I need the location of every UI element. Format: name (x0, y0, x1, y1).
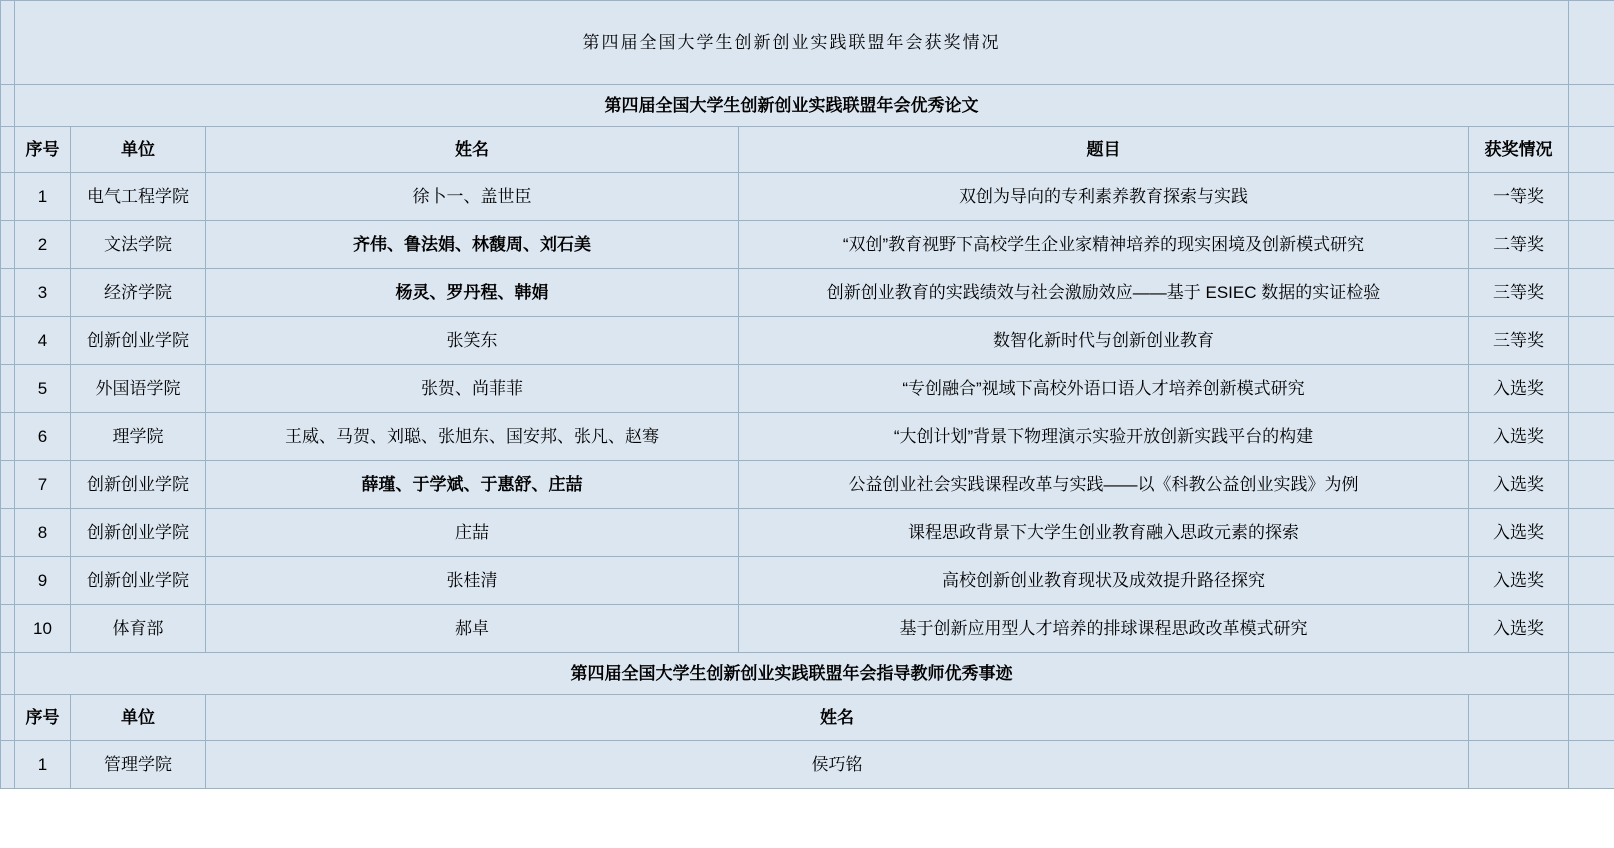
cell-title[interactable]: 公益创业社会实践课程改革与实践——以《科教公益创业实践》为例 (739, 461, 1469, 509)
cell-no[interactable]: 9 (15, 557, 71, 605)
cell-names[interactable]: 庄喆 (206, 509, 739, 557)
table-row (1, 365, 1614, 413)
gutter-cell (1, 461, 15, 509)
cell-no[interactable]: 6 (15, 413, 71, 461)
cell-names[interactable]: 张贺、尚菲菲 (206, 365, 739, 413)
gutter-cell (1569, 605, 1614, 653)
cell-names[interactable]: 张笑东 (206, 317, 739, 365)
cell-title[interactable]: 基于创新应用型人才培养的排球课程思政改革模式研究 (739, 605, 1469, 653)
gutter-cell (1, 413, 15, 461)
column-header-unit: 单位 (71, 695, 206, 741)
cell-unit[interactable]: 创新创业学院 (71, 461, 206, 509)
gutter-cell (1, 695, 15, 741)
cell-unit[interactable]: 创新创业学院 (71, 557, 206, 605)
gutter-cell (1, 85, 15, 127)
table-header-row (1, 695, 1614, 741)
cell-title[interactable]: 课程思政背景下大学生创业教育融入思政元素的探索 (739, 509, 1469, 557)
cell-award[interactable]: 入选奖 (1469, 365, 1569, 413)
cell-names[interactable]: 张桂清 (206, 557, 739, 605)
cell-unit[interactable]: 创新创业学院 (71, 509, 206, 557)
gutter-cell (1569, 695, 1614, 741)
cell-names[interactable]: 杨灵、罗丹程、韩娟 (206, 269, 739, 317)
cell-award[interactable]: 入选奖 (1469, 413, 1569, 461)
cell-award[interactable]: 三等奖 (1469, 317, 1569, 365)
cell-names[interactable]: 薛瑾、于学斌、于惠舒、庄喆 (206, 461, 739, 509)
empty-cell[interactable] (1469, 741, 1569, 789)
cell-no[interactable]: 10 (15, 605, 71, 653)
cell-no[interactable]: 5 (15, 365, 71, 413)
gutter-cell (1569, 413, 1614, 461)
empty-cell[interactable] (1469, 695, 1569, 741)
cell-no[interactable]: 1 (15, 741, 71, 789)
cell-title[interactable]: “专创融合”视域下高校外语口语人才培养创新模式研究 (739, 365, 1469, 413)
gutter-cell (1569, 221, 1614, 269)
gutter-cell (1, 653, 15, 695)
cell-title[interactable]: 高校创新创业教育现状及成效提升路径探究 (739, 557, 1469, 605)
gutter-cell (1569, 269, 1614, 317)
cell-award[interactable]: 入选奖 (1469, 509, 1569, 557)
gutter-cell (1, 221, 15, 269)
table-row (1, 317, 1614, 365)
section-banner-teachers: 第四届全国大学生创新创业实践联盟年会指导教师优秀事迹 (15, 653, 1569, 695)
cell-names[interactable]: 齐伟、鲁法娟、林馥周、刘石美 (206, 221, 739, 269)
cell-unit[interactable]: 创新创业学院 (71, 317, 206, 365)
column-header-names: 姓名 (206, 695, 1469, 741)
cell-unit[interactable]: 经济学院 (71, 269, 206, 317)
column-header-no: 序号 (15, 695, 71, 741)
gutter-cell (1, 1, 15, 85)
cell-names[interactable]: 王威、马贺、刘聪、张旭东、国安邦、张凡、赵骞 (206, 413, 739, 461)
table-row (1, 269, 1614, 317)
table-row (1, 413, 1614, 461)
gutter-cell (1569, 509, 1614, 557)
gutter-cell (1, 509, 15, 557)
cell-unit[interactable]: 外国语学院 (71, 365, 206, 413)
table-row (1, 557, 1614, 605)
cell-no[interactable]: 7 (15, 461, 71, 509)
cell-no[interactable]: 2 (15, 221, 71, 269)
gutter-cell (1, 557, 15, 605)
cell-no[interactable]: 4 (15, 317, 71, 365)
cell-names[interactable]: 侯巧铭 (206, 741, 1469, 789)
cell-award[interactable]: 一等奖 (1469, 173, 1569, 221)
gutter-cell (1569, 461, 1614, 509)
gutter-cell (1569, 653, 1614, 695)
column-header-no: 序号 (15, 127, 71, 173)
cell-title[interactable]: 双创为导向的专利素养教育探索与实践 (739, 173, 1469, 221)
cell-unit[interactable]: 管理学院 (71, 741, 206, 789)
table-row (1, 605, 1614, 653)
table-header-row (1, 127, 1614, 173)
table-row (1, 461, 1614, 509)
cell-title[interactable]: 数智化新时代与创新创业教育 (739, 317, 1469, 365)
page-title: 第四届全国大学生创新创业实践联盟年会获奖情况 (15, 1, 1569, 85)
gutter-cell (1, 173, 15, 221)
cell-no[interactable]: 1 (15, 173, 71, 221)
cell-award[interactable]: 入选奖 (1469, 557, 1569, 605)
cell-unit[interactable]: 电气工程学院 (71, 173, 206, 221)
cell-no[interactable]: 3 (15, 269, 71, 317)
cell-names[interactable]: 徐卜一、盖世臣 (206, 173, 739, 221)
table-row (1, 173, 1614, 221)
cell-unit[interactable]: 理学院 (71, 413, 206, 461)
cell-title[interactable]: “双创”教育视野下高校学生企业家精神培养的现实困境及创新模式研究 (739, 221, 1469, 269)
cell-award[interactable]: 入选奖 (1469, 461, 1569, 509)
cell-names[interactable]: 郝卓 (206, 605, 739, 653)
gutter-cell (1569, 173, 1614, 221)
section-banner-row (1, 653, 1614, 695)
gutter-cell (1569, 557, 1614, 605)
gutter-cell (1569, 741, 1614, 789)
column-header-unit: 单位 (71, 127, 206, 173)
gutter-cell (1, 741, 15, 789)
table-row (1, 221, 1614, 269)
cell-award[interactable]: 二等奖 (1469, 221, 1569, 269)
gutter-cell (1, 365, 15, 413)
section-banner-row (1, 85, 1614, 127)
title-row (1, 1, 1614, 85)
gutter-cell (1, 127, 15, 173)
gutter-cell (1569, 317, 1614, 365)
gutter-cell (1, 269, 15, 317)
table-row (1, 509, 1614, 557)
column-header-award: 获奖情况 (1469, 127, 1569, 173)
gutter-cell (1569, 365, 1614, 413)
gutter-cell (1569, 127, 1614, 173)
section-banner-papers: 第四届全国大学生创新创业实践联盟年会优秀论文 (15, 85, 1569, 127)
cell-no[interactable]: 8 (15, 509, 71, 557)
cell-award[interactable]: 三等奖 (1469, 269, 1569, 317)
cell-unit[interactable]: 体育部 (71, 605, 206, 653)
cell-award[interactable]: 入选奖 (1469, 605, 1569, 653)
gutter-cell (1569, 1, 1614, 85)
table-row (1, 741, 1614, 789)
gutter-cell (1, 317, 15, 365)
cell-title[interactable]: 创新创业教育的实践绩效与社会激励效应——基于 ESIEC 数据的实证检验 (739, 269, 1469, 317)
cell-title[interactable]: “大创计划”背景下物理演示实验开放创新实践平台的构建 (739, 413, 1469, 461)
cell-unit[interactable]: 文法学院 (71, 221, 206, 269)
column-header-names: 姓名 (206, 127, 739, 173)
gutter-cell (1, 605, 15, 653)
column-header-title: 题目 (739, 127, 1469, 173)
gutter-cell (1569, 85, 1614, 127)
